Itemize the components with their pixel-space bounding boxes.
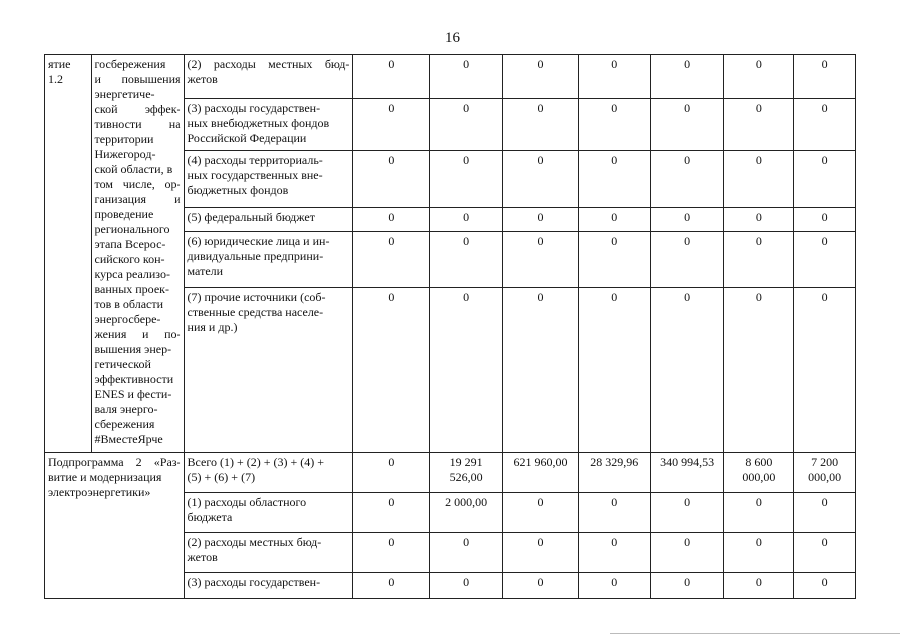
value-cell: 0 [650,55,724,99]
description-line: гетической [94,357,151,371]
value-cell: 0 [724,208,794,232]
description-line: курса реализо- [94,267,170,281]
funding-source-cell: (7) прочие источники (соб- ственные средства населе- ния и др.) [184,288,353,453]
value-cell: 0 [794,573,856,599]
value-cell: 0 [353,288,430,453]
funding-source-cell: (2) расходы местных бюд- жетов [184,55,353,99]
value-cell: 0 [794,493,856,533]
value-cell: 0 [430,99,503,151]
description-line: ганизация и [94,192,181,206]
event-description-cell [91,55,184,453]
value-cell: 0 [578,288,650,453]
funding-source-cell: Всего (1) + (2) + (3) + (4) + (5) + (6) + (7) [184,453,353,493]
value-cell: 0 [353,453,430,493]
value-cell: 0 [353,232,430,288]
value-cell: 0 [430,151,503,208]
description-line: эффективности [94,372,174,386]
description-line: тивности на [94,117,181,131]
table-row [45,453,856,493]
description-line: этапа Всерос- [94,237,166,251]
value-cell: 0 [503,208,579,232]
value-cell: 0 [503,55,579,99]
description-line: тов в области [94,297,164,311]
description-line: проведение [94,207,154,221]
value-cell: 0 [503,99,579,151]
value-cell: 0 [430,232,503,288]
value-cell: 0 [353,55,430,99]
value-cell: 0 [650,493,724,533]
funding-source-cell: (4) расходы территориаль- ных государственных вне- бюджетных фондов [184,151,353,208]
description-line: энергосбере- [94,312,161,326]
description-line: Нижегород- [94,147,156,161]
value-cell: 2 000,00 [430,493,503,533]
value-cell: 0 [503,151,579,208]
description-line: и повышения [94,72,181,86]
description-line: ENES и фести- [94,387,172,401]
value-cell: 0 [794,55,856,99]
value-cell: 0 [578,573,650,599]
value-cell: 0 [650,99,724,151]
value-cell: 8 600 000,00 [724,453,794,493]
value-cell: 0 [578,151,650,208]
value-cell: 0 [578,55,650,99]
value-cell: 0 [430,573,503,599]
value-cell: 0 [794,208,856,232]
description-line: территории [94,132,154,146]
value-cell: 0 [578,232,650,288]
value-cell: 0 [724,232,794,288]
value-cell: 0 [650,288,724,453]
description-line: сийского кон- [94,252,165,266]
value-cell: 0 [430,208,503,232]
value-cell: 0 [578,99,650,151]
value-cell: 0 [650,208,724,232]
value-cell: 0 [503,573,579,599]
scan-edge-line [610,633,900,634]
value-cell: 0 [724,151,794,208]
description-line: #ВместеЯрче [94,432,163,446]
value-cell: 19 291 526,00 [430,453,503,493]
value-cell: 0 [353,493,430,533]
value-cell: 0 [353,533,430,573]
description-line: энергетиче- [94,87,155,101]
funding-source-cell: (1) расходы областного бюджета [184,493,353,533]
value-cell: 0 [503,533,579,573]
value-cell: 0 [503,288,579,453]
value-cell: 0 [578,208,650,232]
description-line: жения и по- [94,327,181,341]
description-line: регионального [94,222,170,236]
description-line: госбережения [94,57,166,71]
value-cell: 0 [724,55,794,99]
value-cell: 0 [353,99,430,151]
value-cell: 0 [724,573,794,599]
value-cell: 0 [650,573,724,599]
value-cell: 0 [430,533,503,573]
description-line: том числе, ор- [94,177,181,191]
description-line: сбережения [94,417,155,431]
value-cell: 0 [650,151,724,208]
event-number-cell: ятие 1.2 [45,55,92,453]
value-cell: 7 200 000,00 [794,453,856,493]
description-line: ской эффек- [94,102,181,116]
description-line: валя энерго- [94,402,158,416]
value-cell: 0 [503,232,579,288]
value-cell: 0 [353,208,430,232]
value-cell: 0 [578,533,650,573]
value-cell: 0 [794,151,856,208]
value-cell: 340 994,53 [650,453,724,493]
budget-table [44,54,856,599]
value-cell: 0 [578,493,650,533]
value-cell: 0 [724,493,794,533]
value-cell: 0 [794,99,856,151]
funding-source-cell: (2) расходы местных бюд- жетов [184,533,353,573]
value-cell: 0 [650,533,724,573]
funding-source-cell: (6) юридические лица и ин- дивидуальные предприни- матели [184,232,353,288]
value-cell: 0 [353,151,430,208]
value-cell: 0 [724,99,794,151]
table-row [45,55,856,99]
value-cell: 0 [503,493,579,533]
funding-source-cell: (3) расходы государствен- [184,573,353,599]
funding-source-cell: (3) расходы государствен- ных внебюджетных фондов Российской Федерации [184,99,353,151]
value-cell: 0 [353,573,430,599]
value-cell: 28 329,96 [578,453,650,493]
value-cell: 621 960,00 [503,453,579,493]
description-line: ской области, в [94,162,173,176]
value-cell: 0 [430,55,503,99]
value-cell: 0 [794,533,856,573]
value-cell: 0 [794,288,856,453]
value-cell: 0 [724,533,794,573]
funding-source-cell: (5) федеральный бюджет [184,208,353,232]
value-cell: 0 [724,288,794,453]
page-number: 16 [445,30,460,46]
description-line: ванных проек- [94,282,169,296]
description-line: вышения энер- [94,342,172,356]
value-cell: 0 [794,232,856,288]
value-cell: 0 [650,232,724,288]
value-cell: 0 [430,288,503,453]
subprogram-name-cell: Подпрограмма 2 «Раз- витие и модернизация электроэнергетики» [45,453,185,599]
